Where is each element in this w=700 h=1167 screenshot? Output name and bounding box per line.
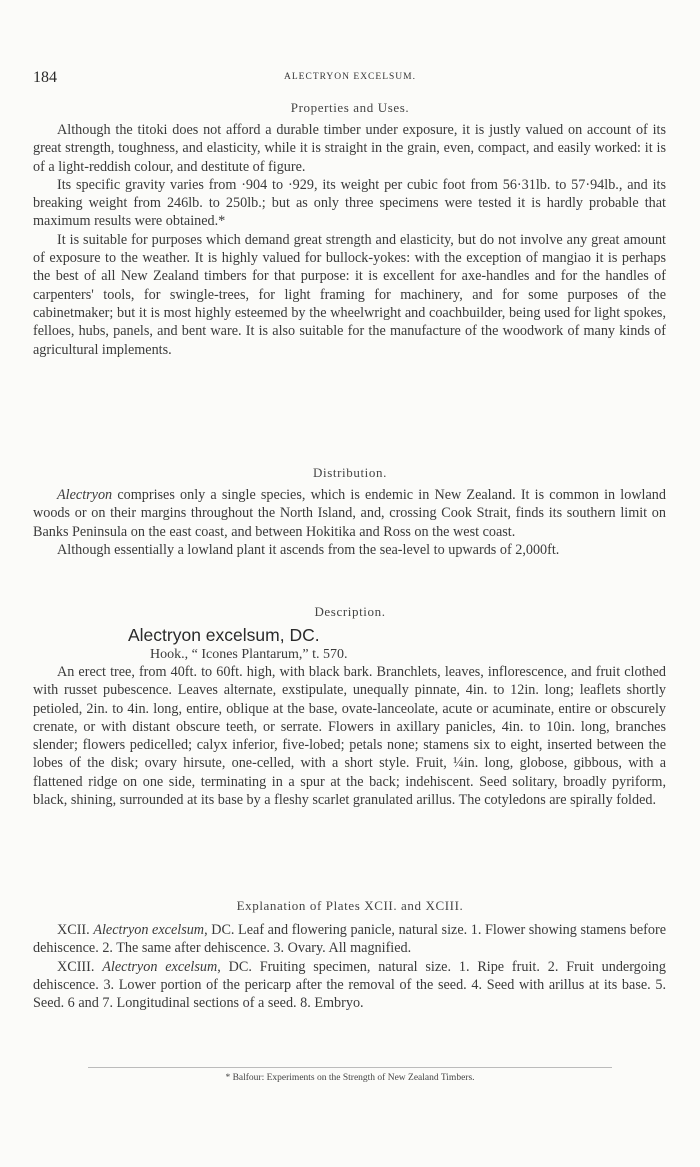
distribution-paragraph-2: Although essentially a lowland plant it ascends from the sea-level to upwards of 2,000ft.	[57, 541, 560, 558]
footnote-divider	[88, 1067, 612, 1068]
page-number: 184	[33, 69, 57, 86]
plate-xcii-species: Alectryon excelsum	[93, 922, 205, 938]
distribution-heading: Distribution.	[313, 465, 387, 480]
description-section	[33, 663, 666, 809]
properties-paragraph-3: It is suitable for purposes which demand great strength and elasticity, but do not involve any great amount of exposure to the weather. It is highly valued for bullock-yokes: with the exception of mangiao it is perhaps the best of all New Zealand timbers for that purpose: it is excellent for axe-handles and for the handles of carpenters' tools, for swingle-trees, for light framing for machinery, and for some purposes of the cabinetmaker; but it is most highly esteemed by the wheelwright and coachbuilder, being used for light spokes, felloes, hubs, panels, and bent ware. It is also suitable for the manufacture of the woodwork of many kinds of agricultural implements.	[33, 231, 666, 358]
distribution-section	[33, 486, 666, 559]
explanation-section	[33, 921, 666, 1012]
properties-section	[33, 121, 666, 359]
species-name: Alectryon excelsum, DC.	[128, 625, 320, 645]
plate-xciii-text: , DC. Fruiting specimen, natural size. 1. Ripe fruit. 2. Fruit undergoing dehiscence. 3. Lower portion of the pericarp after the removal of the seed. 4. Seed with arillus at its base. 5. Seed. 6 and 7. Longitudinal sections of a seed. 8. Embryo.	[33, 958, 666, 1012]
explanation-heading: Explanation of Plates XCII. and XCIII.	[236, 898, 464, 913]
plate-xciii-species: Alectryon excelsum	[102, 958, 218, 975]
properties-heading: Properties and Uses.	[290, 100, 410, 115]
citation: Hook., “ Icones Plantarum,” t. 570.	[150, 647, 348, 662]
distribution-paragraph-1-text: comprises only a single species, which is endemic in New Zealand. It is common in lowland woods or on their margins throughout the North Island, and, crossing Cook Strait, finds its southern limit on Banks Peninsula on the east coast, and between Hokitika and Ross on the west coast.	[33, 487, 666, 540]
running-title: ALECTRYON EXCELSUM.	[284, 72, 416, 82]
genus-name: Alectryon	[57, 487, 113, 503]
plate-xciii-label: XCIII.	[57, 958, 103, 975]
properties-paragraph-1: Although the titoki does not afford a durable timber under exposure, it is justly valued on account of its great strength, toughness, and elasticity, while it is straight in the grain, even, compact, and easily worked: it is of a light-reddish colour, and destitute of figure.	[33, 122, 666, 175]
plate-xcii-label: XCII.	[57, 922, 94, 938]
description-paragraph: An erect tree, from 40ft. to 60ft. high, with black bark. Branchlets, leaves, inflorescence, and fruit clothed with russet pubescence. Leaves alternate, exstipulate, unequally pinnate, 4in. to 12in. long; leaflets shortly petioled, 2in. to 4in. long, entire, oblique at the base, ovate-lanceolate, acute or acuminate, entire or obscurely crenate, or with distant obscure teeth, or serrate. Flowers in axillary panicles, 4in. to 10in. long, branches slender; flowers pedicelled; calyx inferior, five-lobed; petals none; stamens six to eight, inserted between the lobes of the disk; ovary hirsute, one-celled, with a short style. Fruit, ¼in. long, globose, gibbous, with a flattened ridge on one side, terminating in a spur at the back; indehiscent. Seed solitary, broadly pyriform, black, shining, surrounded at its base by a fleshy scarlet granulated arillus. The cotyledons are spirally folded.	[33, 664, 666, 809]
plate-xcii-entry	[33, 921, 666, 958]
plate-xciii-entry	[33, 958, 666, 1013]
footnote: * Balfour: Experiments on the Strength of New Zealand Timbers.	[225, 1073, 475, 1083]
plate-xcii-text: , DC. Leaf and flowering panicle, natural size. 1. Flower showing stamens before dehiscence. 2. The same after dehiscence. 3. Ovary. All magnified.	[33, 922, 667, 957]
distribution-paragraph-1	[33, 486, 666, 541]
properties-paragraph-2: Its specific gravity varies from ·904 to ·929, its weight per cubic foot from 56·31lb. to 57·94lb., and its breaking weight from 246lb. to 250lb.; but as only three specimens were tested it is hardly probable that maximum results were obtained.*	[33, 176, 666, 230]
description-heading: Description.	[314, 604, 386, 619]
